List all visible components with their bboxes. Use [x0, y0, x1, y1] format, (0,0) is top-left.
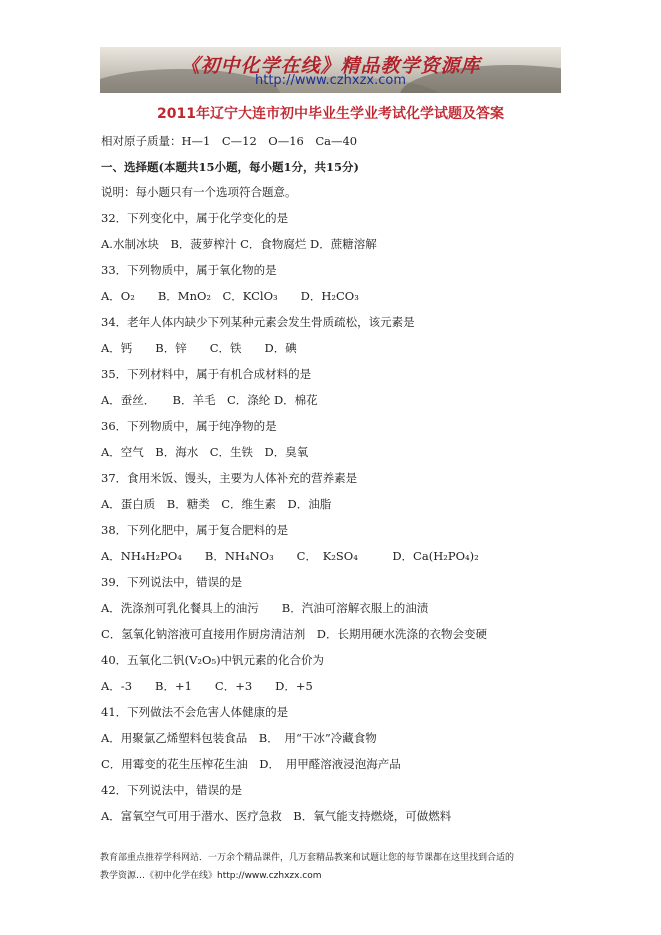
options-36: A．空气 B．海水 C．生铁 D．臭氧	[101, 445, 309, 459]
options-41-cd: C．用霉变的花生压榨花生油 D． 用甲醛溶液浸泡海产品	[101, 757, 401, 771]
question-41: 41．下列做法不会危害人体健康的是	[101, 705, 289, 719]
options-33: A．O₂ B．MnO₂ C．KClO₃ D．H₂CO₃	[101, 289, 359, 303]
question-32: 32．下列变化中，属于化学变化的是	[101, 211, 289, 225]
question-33: 33．下列物质中，属于氧化物的是	[101, 263, 277, 277]
header-banner	[100, 47, 561, 93]
options-41-ab: A．用聚氯乙烯塑料包装食品 B． 用“干冰”冷藏食物	[101, 731, 377, 745]
question-40: 40．五氧化二钒(V₂O₅)中钒元素的化合价为	[101, 653, 325, 667]
options-38: A．NH₄H₂PO₄ B．NH₄NO₃ C． K₂SO₄ D．Ca(H₂PO₄)₂	[101, 549, 479, 563]
options-35: A．蚕丝． B．羊毛 C．涤纶 D．棉花	[101, 393, 318, 407]
question-39: 39．下列说法中，错误的是	[101, 575, 243, 589]
question-37: 37．食用米饭、馒头，主要为人体补充的营养素是	[101, 471, 358, 485]
footer-text: 教育部重点推荐学科网站．一万余个精品课件，几万套精品教案和试题让您的每节课都在这里找到合适的	[100, 853, 515, 863]
options-39-cd: C．氢氧化钠溶液可直接用作厨房清洁剂 D．长期用硬水洗涤的衣物会变硬	[101, 627, 488, 641]
instructions-text: 说明：每小题只有一个选项符合题意。	[101, 185, 297, 199]
question-36: 36．下列物质中，属于纯净物的是	[101, 419, 277, 433]
section-heading: 一、选择题(本题共15小题，每小题1分，共15分)	[101, 160, 359, 174]
options-34: A．钙 B．锌 C．铁 D．碘	[101, 341, 297, 355]
options-40: A．-3 B．+1 C．+3 D．+5	[101, 679, 313, 693]
document-title: 2011年辽宁大连市初中毕业生学业考试化学试题及答案	[157, 106, 504, 122]
atomic-mass-line: 相对原子质量：H—1 C—12 O—16 Ca—40	[101, 134, 358, 148]
question-38: 38．下列化肥中，属于复合肥料的是	[101, 523, 289, 537]
question-35: 35．下列材料中，属于有机合成材料的是	[101, 367, 312, 381]
options-37: A．蛋白质 B．糖类 C．维生素 D．油脂	[101, 497, 332, 511]
options-32: A.水制冰块 B．菠萝榨汁 C．食物腐烂 D．蔗糖溶解	[101, 237, 377, 251]
options-42-ab: A．富氧空气可用于潜水、医疗急救 B．氧气能支持燃烧，可做燃料	[101, 809, 452, 823]
banner-url-link[interactable]: http://www.czhxzx.com	[255, 73, 406, 88]
question-34: 34．老年人体内缺少下列某种元素会发生骨质疏松，该元素是	[101, 315, 415, 329]
banner-title: 《初中化学在线》精品教学资源库	[180, 55, 481, 77]
options-39-ab: A．洗涤剂可乳化餐具上的油污 B．汽油可溶解衣服上的油渍	[101, 601, 429, 615]
question-42: 42．下列说法中，错误的是	[101, 783, 243, 797]
footer-link[interactable]: 教学资源…《初中化学在线》http://www.czhxzx.com	[100, 871, 322, 881]
